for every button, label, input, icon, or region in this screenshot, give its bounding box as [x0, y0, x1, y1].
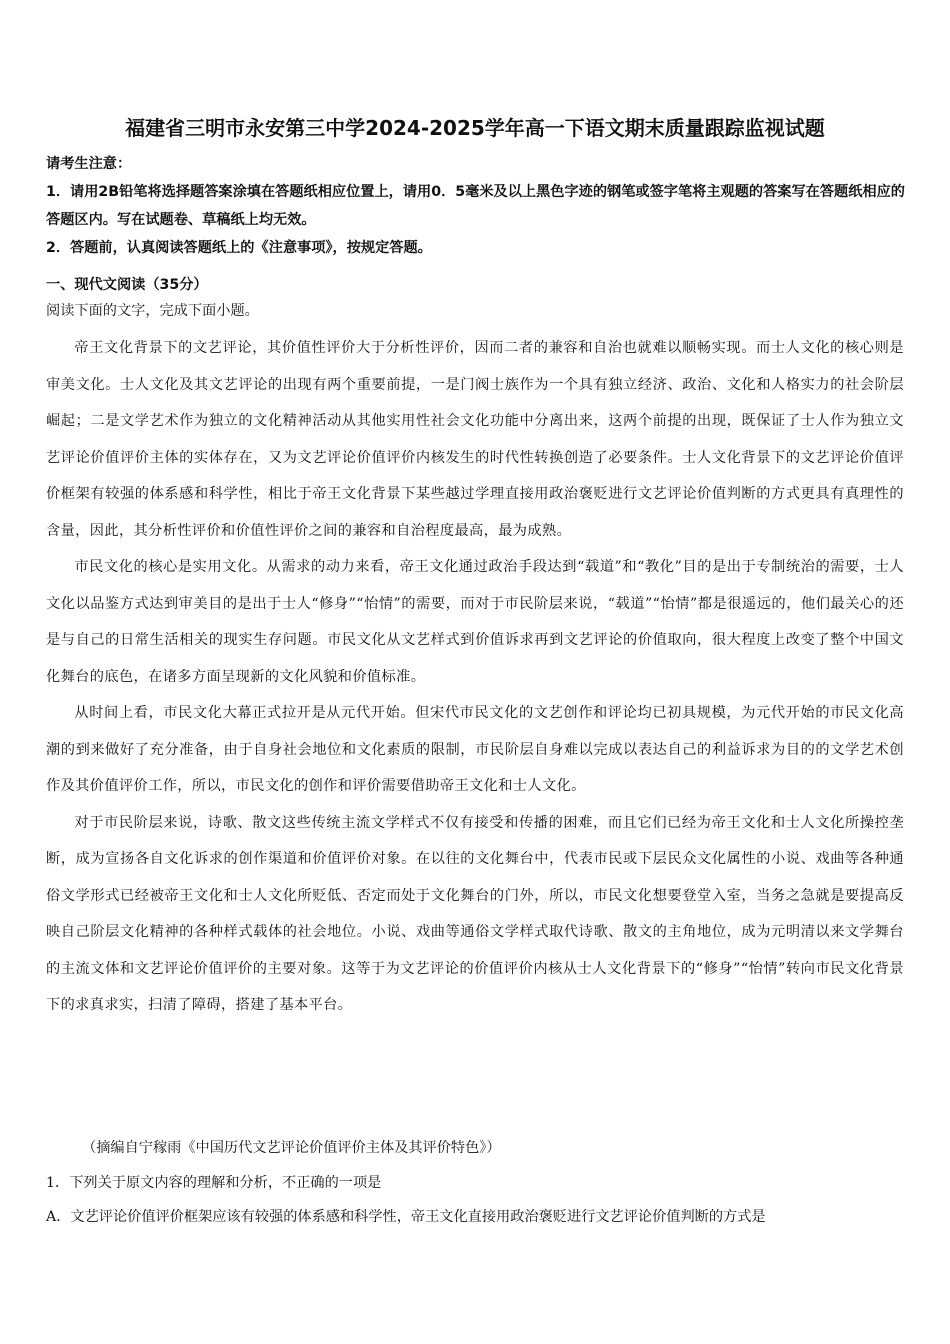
candidate-notice — [46, 150, 906, 262]
section-intro: 阅读下面的文字，完成下面小题。 — [46, 303, 259, 319]
section-heading: 一、现代文阅读（35分） — [46, 277, 208, 293]
passage-paragraph: 对于市民阶层来说，诗歌、散文这些传统主流文学样式不仅有接受和传播的困难，而且它们已经为帝王文化和士人文化所操控垄断，成为宣扬各自文化诉求的创作渠道和价值评价对象。在以往的文化舞台中，代表市民或下层民众文化属性的小说、戏曲等各种通俗文学形式已经被帝王文化和士人文化所贬低、否定而处于文化舞台的门外，所以，市民文化想要登堂入室，当务之急就是要提高反映自己阶层文化精神的各种样式载体的社会地位。小说、戏曲等通俗文学样式取代诗歌、散文的主角地位，成为元明清以来文学舞台的主流文体和文艺评论价值评价的主要对象。这等于为文艺评论的价值评价内核从士人文化背景下的“修身”“怡情”转向市民文化背景下的求真求实，扫清了障碍，搭建了基本平台。 — [46, 814, 904, 1013]
passage-paragraph: 市民文化的核心是实用文化。从需求的动力来看，帝王文化通过政治手段达到“载道”和“教化”目的是出于专制统治的需要，士人文化以品鉴方式达到审美目的是出于士人“修身”“怡情”的需要，而对于市民阶层来说，“载道”“怡情”都是很遥远的，他们最关心的还是与自己的日常生活相关的现实生存问题。市民文化从文艺样式到价值诉求再到文艺评论的价值取向，很大程度上改变了整个中国文化舞台的底色，在诸多方面呈现新的文化风貌和价值标准。 — [46, 559, 904, 685]
notice-item-1: 1．请用2B铅笔将选择题答案涂填在答题纸相应位置上，请用0．5毫米及以上黑色字迹的钢笔或签字笔将主观题的答案写在答题纸相应的答题区内。写在试题卷、草稿纸上均无效。 — [46, 184, 905, 228]
question-1: 1．下列关于原文内容的理解和分析，不正确的一项是 — [46, 1175, 382, 1191]
exam-title: 福建省三明市永安第三中学2024-2025学年高一下语文期末质量跟踪监视试题 — [125, 116, 825, 140]
reading-passage — [46, 330, 904, 1024]
notice-item-2: 2．答题前，认真阅读答题纸上的《注意事项》，按规定答题。 — [46, 240, 432, 256]
passage-source: （摘编自宁稼雨《中国历代文艺评论价值评价主体及其评价特色》） — [82, 1140, 501, 1156]
notice-heading: 请考生注意： — [46, 156, 132, 172]
passage-paragraph: 帝王文化背景下的文艺评论，其价值性评价大于分析性评价，因而二者的兼容和自治也就难以顺畅实现。而士人文化的核心则是审美文化。士人文化及其文艺评论的出现有两个重要前提，一是门阀士族作为一个具有独立经济、政治、文化和人格实力的社会阶层崛起；二是文学艺术作为独立的文化精神活动从其他实用性社会文化功能中分离出来，这两个前提的出现，既保证了士人作为独立文艺评论价值评价主体的实体存在，又为文艺评论价值评价内核发生的时代性转换创造了必要条件。士人文化背景下的文艺评论价值评价框架有较强的体系感和科学性，相比于帝王文化背景下某些越过学理直接用政治褒贬进行文艺评论价值判断的方式更具有真理性的含量，因此，其分析性评价和价值性评价之间的兼容和自治程度最高，最为成熟。 — [46, 340, 904, 539]
passage-paragraph: 从时间上看，市民文化大幕正式拉开是从元代开始。但宋代市民文化的文艺创作和评论均已初具规模，为元代开始的市民文化高潮的到来做好了充分准备，由于自身社会地位和文化素质的限制，市民阶层自身难以完成以表达自己的利益诉求为目的的文学艺术创作及其价值评价工作，所以，市民文化的创作和评价需要借助帝王文化和士人文化。 — [46, 705, 904, 794]
question-1-option-a: A．文艺评论价值评价框架应该有较强的体系感和科学性，帝王文化直接用政治褒贬进行文艺评论价值判断的方式是 — [46, 1209, 766, 1225]
